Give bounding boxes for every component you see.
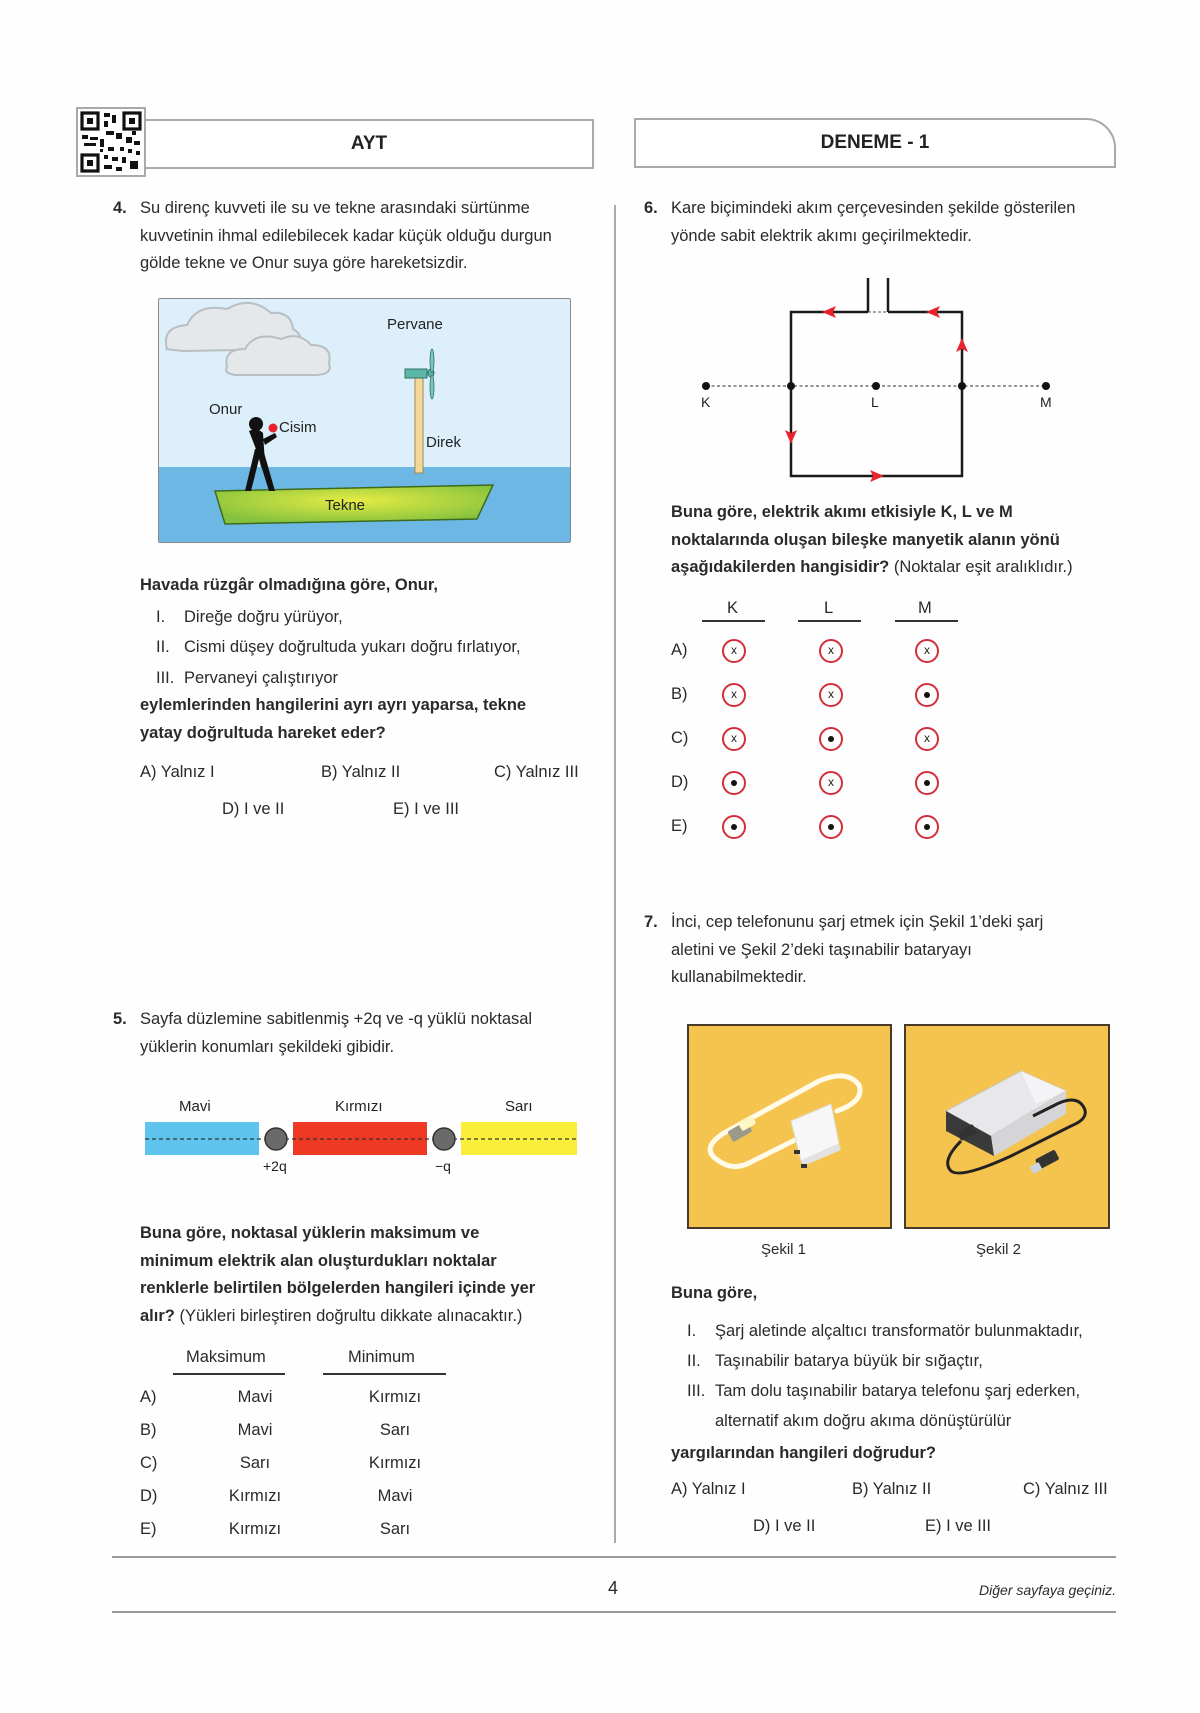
question-6-number: 6. [644, 199, 658, 217]
header-subject-box [146, 119, 594, 169]
question-lead: Buna göre, [671, 1284, 758, 1302]
stem-line: gölde tekne ve Onur suya göre hareketsizdir. [140, 254, 468, 272]
q5-row-c[interactable]: C) Sarı Kırmızı [140, 1454, 422, 1472]
field-out-of-page-icon [722, 771, 746, 795]
page-number: 4 [608, 1578, 619, 1598]
q5-row-d[interactable]: D) Kırmızı Mavi [140, 1487, 413, 1505]
header-k: K [727, 599, 739, 617]
label-tekne: Tekne [325, 497, 366, 514]
label-k: K [701, 394, 711, 410]
statement-i: I. Şarj aletinde alçaltıcı transformatör bulunmaktadır, [687, 1321, 1083, 1340]
label-direk: Direk [426, 434, 462, 451]
stem-line: yüklerin konumları şekildeki gibidir. [140, 1037, 395, 1056]
field-out-of-page-icon [915, 815, 939, 839]
question-4-stem [113, 195, 600, 278]
q5-answer-table [140, 1344, 470, 1544]
q6-option-d[interactable]: D) [671, 773, 689, 791]
header-exam-box [634, 118, 1116, 168]
question-7-number: 7. [644, 913, 658, 931]
stem-line: yönde sabit elektrik akımı geçirilmektedir. [671, 226, 972, 245]
question-6-stem [644, 195, 1131, 250]
q6-option-c[interactable]: C) [671, 729, 689, 747]
label-l: L [871, 394, 879, 410]
figure-1-caption: Şekil 1 [761, 1241, 807, 1258]
question-end: yargılarından hangileri doğrudur? [671, 1443, 936, 1462]
statement-ii: II. Cismi düşey doğrultuda yukarı doğru fırlatıyor, [156, 638, 521, 656]
q6-answer-table [671, 592, 971, 842]
field-into-page-icon: x [722, 639, 746, 663]
header-exam-title: DENEME - 1 [820, 132, 930, 153]
q4-option-e[interactable]: E) I ve III [393, 800, 460, 818]
charge-positive [265, 1128, 287, 1150]
stem-line: kuvvetinin ihmal edilebilecek kadar küçük olduğu durgun [140, 226, 552, 245]
q6-option-b[interactable]: B) [671, 685, 688, 703]
header-m: M [918, 599, 932, 617]
stem-line: kullanabilmektedir. [671, 968, 807, 986]
question-5-body: Buna göre, noktasal yüklerin maksimum ve minimum elektrik alan oluşturdukları noktalar renklerle belirtilen bölgelerden hangileri içinde yer alır? (Yükleri birleştiren doğrultu dikkate alınacaktır.) [140, 1224, 536, 1325]
label-onur: Onur [209, 401, 243, 418]
q4-option-d[interactable]: D) I ve II [222, 800, 285, 818]
q5-row-b[interactable]: B) Mavi Sarı [140, 1421, 411, 1439]
question-5-number: 5. [113, 1010, 127, 1028]
label-pervane: Pervane [387, 316, 443, 333]
q7-option-e[interactable]: E) I ve III [925, 1517, 992, 1535]
statement-i: I. Direğe doğru yürüyor, [156, 607, 343, 626]
field-into-page-icon: x [819, 771, 843, 795]
q4-option-a[interactable]: A) Yalnız I [140, 763, 215, 781]
q7-option-d[interactable]: D) I ve II [753, 1517, 816, 1535]
q6-option-a[interactable]: A) [671, 641, 688, 659]
field-into-page-icon: x [915, 727, 939, 751]
field-out-of-page-icon [915, 683, 939, 707]
label-cisim: Cisim [279, 419, 317, 436]
q7-option-b[interactable]: B) Yalnız II [852, 1480, 932, 1498]
q7-option-c[interactable]: C) Yalnız III [1023, 1480, 1108, 1498]
statement-ii: II. Taşınabilir batarya büyük bir sığaçtır, [687, 1351, 983, 1370]
current-loop-figure [690, 270, 1070, 490]
charger-icon [689, 1026, 890, 1227]
question-7-body [671, 1280, 1151, 1467]
power-bank-figure [904, 1024, 1110, 1229]
header-l: L [824, 599, 834, 617]
question-lead: Havada rüzgâr olmadığına göre, Onur, [140, 576, 438, 594]
q5-row-a[interactable]: A) Mavi Kırmızı [140, 1388, 422, 1406]
label-plus-2q: +2q [263, 1158, 287, 1174]
label-mavi: Mavi [179, 1098, 211, 1115]
field-into-page-icon: x [819, 639, 843, 663]
stem-line: İnci, cep telefonunu şarj etmek için Şekil 1’deki şarj [671, 913, 1044, 931]
statement-iii: III. Tam dolu taşınabilir batarya telefonu şarj ederken, alternatif akım doğru akıma dönüştürülür [687, 1381, 1081, 1430]
question-end-line: eylemlerinden hangilerini ayrı ayrı yaparsa, tekne [140, 696, 527, 714]
charger-figure [687, 1024, 892, 1229]
stem-line: Su direnç kuvveti ile su ve tekne arasındaki sürtünme [140, 199, 530, 217]
power-bank-icon [906, 1026, 1108, 1227]
ball-icon [269, 424, 278, 433]
field-out-of-page-icon [722, 815, 746, 839]
column-divider [614, 205, 616, 1543]
field-out-of-page-icon [915, 771, 939, 795]
field-out-of-page-icon [819, 815, 843, 839]
field-into-page-icon: x [915, 639, 939, 663]
question-6-body: Buna göre, elektrik akımı etkisiyle K, L ve M noktalarında oluşan bileşke manyetik alanın yönü aşağıdakilerden hangisidir? (Noktalar eşit aralıklıdır.) [671, 503, 1073, 576]
field-into-page-icon: x [819, 683, 843, 707]
field-out-of-page-icon [819, 727, 843, 751]
stem-line: Kare biçimindeki akım çerçevesinden şekilde gösterilen [671, 199, 1076, 217]
label-kirmizi: Kırmızı [335, 1098, 383, 1115]
question-4-body [140, 572, 610, 747]
footer-bottom-rule [112, 1611, 1116, 1613]
header-maksimum: Maksimum [186, 1348, 266, 1366]
stem-line: Sayfa düzlemine sabitlenmiş +2q ve -q yüklü noktasal [140, 1010, 533, 1028]
label-m: M [1040, 394, 1052, 410]
charges-figure [145, 1098, 580, 1178]
q4-option-c[interactable]: C) Yalnız III [494, 763, 579, 781]
question-end-line: yatay doğrultuda hareket eder? [140, 723, 386, 742]
charge-negative [433, 1128, 455, 1150]
q6-option-e[interactable]: E) [671, 817, 688, 835]
statement-iii: III. Pervaneyi çalıştırıyor [156, 668, 339, 687]
field-into-page-icon: x [722, 683, 746, 707]
header-minimum: Minimum [348, 1348, 415, 1366]
footer-top-rule [112, 1556, 1116, 1558]
q4-option-b[interactable]: B) Yalnız II [321, 763, 401, 781]
question-4-number: 4. [113, 199, 127, 217]
label-sari: Sarı [505, 1098, 533, 1115]
label-minus-q: −q [435, 1158, 451, 1174]
field-into-page-icon: x [722, 727, 746, 751]
boat-figure [158, 298, 571, 543]
q7-option-a[interactable]: A) Yalnız I [671, 1480, 746, 1498]
qr-code-icon [76, 107, 146, 177]
question-7-stem [644, 909, 1131, 992]
next-page-note: Diğer sayfaya geçiniz. [979, 1582, 1116, 1598]
header-subject-title: AYT [350, 133, 388, 154]
question-5-stem [113, 1006, 600, 1061]
stem-line: aletini ve Şekil 2’deki taşınabilir bataryayı [671, 940, 972, 959]
figure-2-caption: Şekil 2 [976, 1241, 1022, 1258]
q5-row-e[interactable]: E) Kırmızı Sarı [140, 1520, 411, 1538]
